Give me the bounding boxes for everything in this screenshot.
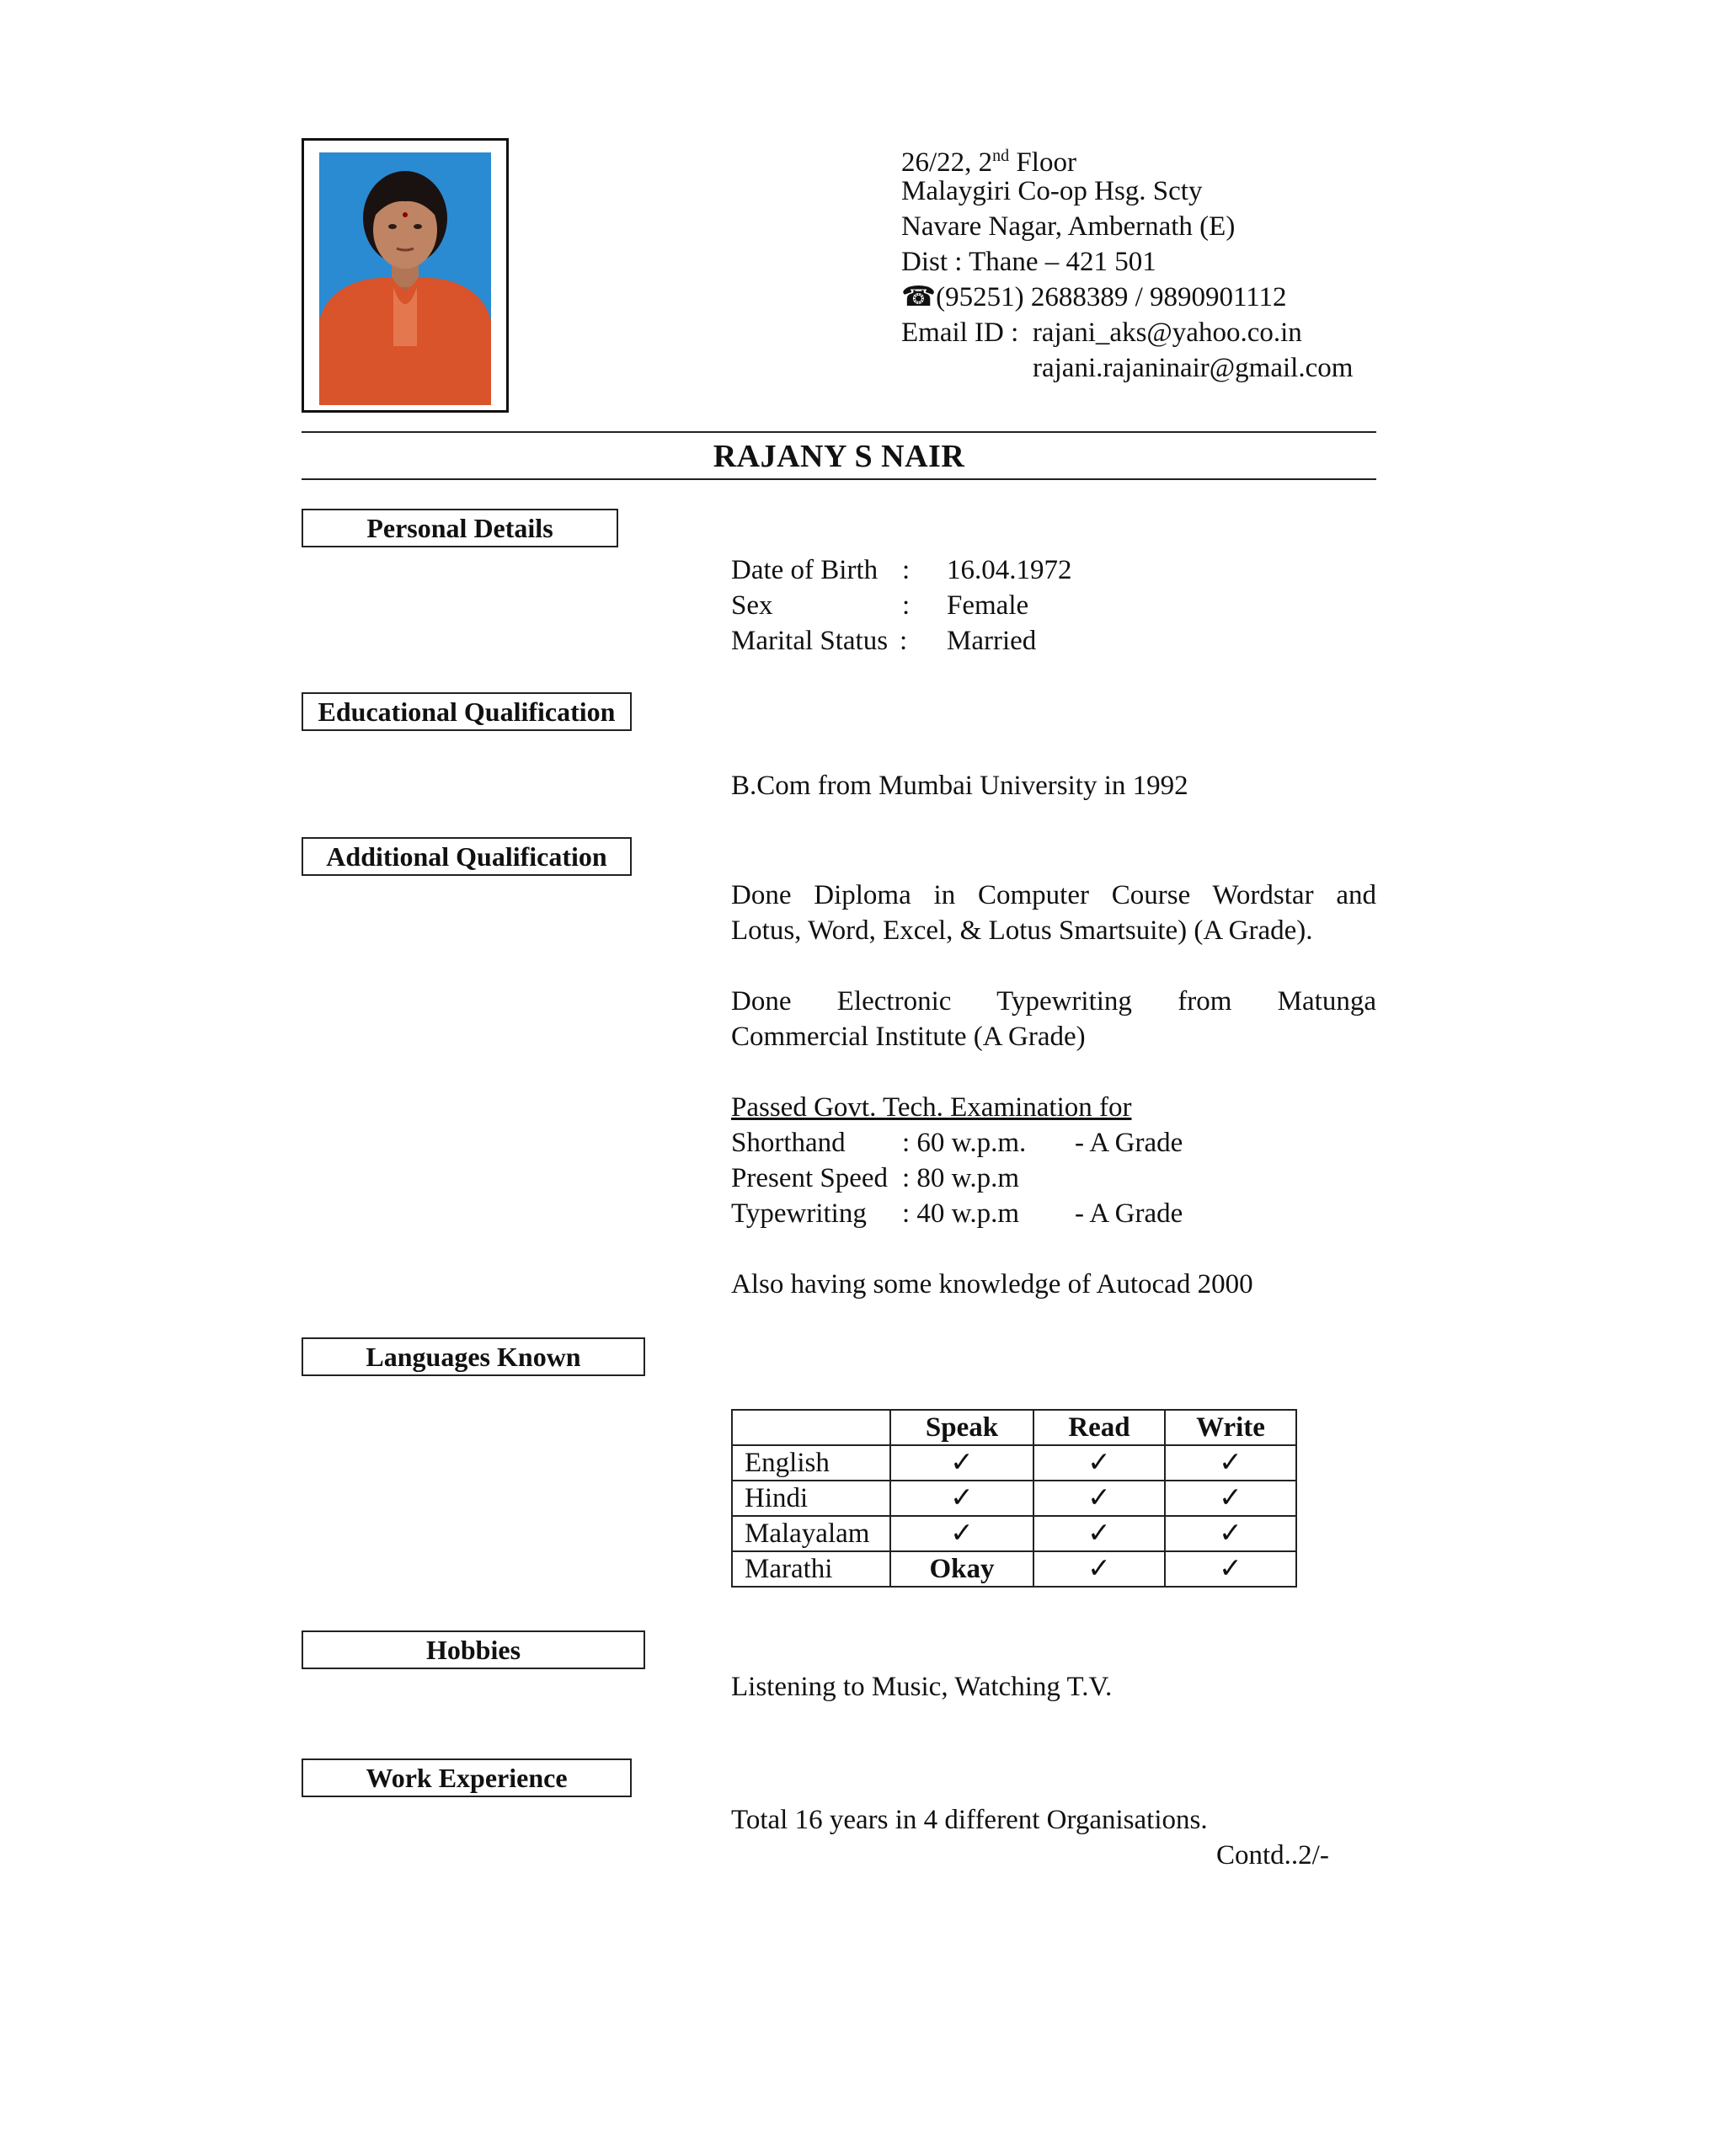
check-icon: ✓ — [1165, 1516, 1296, 1551]
language-name: Hindi — [732, 1481, 890, 1516]
candidate-name: RAJANY S NAIR — [713, 439, 965, 474]
education-text: B.Com from Mumbai University in 1992 — [731, 771, 1188, 801]
sex-label: Sex — [731, 590, 773, 621]
phone-number: (95251) 2688389 / 9890901112 — [936, 282, 1287, 312]
sex-colon: : — [902, 590, 911, 621]
photo-frame — [302, 138, 509, 413]
section-heading-languages: Languages Known — [302, 1337, 645, 1376]
language-name: Marathi — [732, 1551, 890, 1587]
hobbies-text: Listening to Music, Watching T.V. — [731, 1672, 1113, 1702]
check-icon: ✓ — [1165, 1551, 1296, 1587]
table-header-blank — [732, 1410, 890, 1445]
exam-title: Passed Govt. Tech. Examination for — [731, 1092, 1132, 1123]
check-icon: ✓ — [890, 1445, 1033, 1481]
exam-value-shorthand: : 60 w.p.m. — [902, 1128, 1027, 1158]
check-icon: ✓ — [1165, 1445, 1296, 1481]
exam-label-typewriting: Typewriting — [731, 1198, 867, 1229]
portrait-illustration — [319, 152, 491, 405]
language-name: Malayalam — [732, 1516, 890, 1551]
typing-line-2: Commercial Institute (A Grade) — [731, 1022, 1086, 1052]
exam-grade-shorthand: - A Grade — [1075, 1128, 1183, 1158]
exam-grade-typewriting: - A Grade — [1075, 1198, 1183, 1229]
address-line-1: 26/22, 2nd Floor — [901, 147, 1076, 178]
check-icon: ✓ — [1033, 1445, 1165, 1481]
section-heading-hobbies: Hobbies — [302, 1630, 645, 1669]
check-icon: ✓ — [1033, 1551, 1165, 1587]
section-heading-personal: Personal Details — [302, 509, 618, 547]
section-heading-additional: Additional Qualification — [302, 837, 632, 876]
bottom-divider — [302, 478, 1376, 480]
work-text: Total 16 years in 4 different Organisations. — [731, 1805, 1208, 1835]
table-header-row — [732, 1410, 1296, 1445]
email-secondary[interactable]: rajani.rajaninair@gmail.com — [1033, 353, 1354, 383]
section-heading-education: Educational Qualification — [302, 692, 632, 731]
check-icon: ✓ — [890, 1516, 1033, 1551]
top-divider — [302, 431, 1376, 433]
check-icon: ✓ — [1033, 1481, 1165, 1516]
marital-value: Married — [947, 626, 1037, 656]
exam-label-shorthand: Shorthand — [731, 1128, 846, 1158]
address-line-4: Dist : Thane – 421 501 — [901, 247, 1156, 277]
phone-icon: ☎ — [901, 282, 937, 312]
speak-level: Okay — [890, 1551, 1033, 1587]
table-row — [732, 1481, 1296, 1516]
table-header-speak: Speak — [890, 1410, 1033, 1445]
language-name: English — [732, 1445, 890, 1481]
address-line-2: Malaygiri Co-op Hsg. Scty — [901, 176, 1203, 206]
phone-line — [901, 280, 1353, 315]
address-block — [901, 138, 1353, 386]
check-icon: ✓ — [1165, 1481, 1296, 1516]
check-icon: ✓ — [1033, 1516, 1165, 1551]
sex-value: Female — [947, 590, 1029, 621]
email-line — [901, 315, 1353, 350]
section-heading-work: Work Experience — [302, 1758, 632, 1797]
email-primary[interactable]: rajani_aks@yahoo.co.in — [1032, 318, 1302, 348]
marital-colon: : — [900, 626, 908, 656]
dob-colon: : — [902, 555, 911, 585]
dob-label: Date of Birth — [731, 555, 879, 585]
exam-value-typewriting: : 40 w.p.m — [902, 1198, 1020, 1229]
check-icon: ✓ — [890, 1481, 1033, 1516]
continued-marker: Contd..2/- — [1216, 1840, 1329, 1870]
typing-line-1: Done Electronic Typewriting from Matunga — [731, 986, 1376, 1017]
diploma-line-1: Done Diploma in Computer Course Wordstar and — [731, 880, 1376, 910]
table-row — [732, 1516, 1296, 1551]
languages-table — [731, 1409, 1297, 1588]
table-row — [732, 1551, 1296, 1587]
dob-value: 16.04.1972 — [947, 555, 1072, 585]
exam-value-speed: : 80 w.p.m — [902, 1163, 1020, 1193]
table-header-read: Read — [1033, 1410, 1165, 1445]
marital-label: Marital Status — [731, 626, 889, 656]
table-row — [732, 1445, 1296, 1481]
exam-label-speed: Present Speed — [731, 1163, 889, 1193]
diploma-line-2: Lotus, Word, Excel, & Lotus Smartsuite) (A Grade). — [731, 915, 1313, 946]
autocad-text: Also having some knowledge of Autocad 2000 — [731, 1269, 1253, 1299]
table-header-write: Write — [1165, 1410, 1296, 1445]
address-line-3: Navare Nagar, Ambernath (E) — [901, 211, 1236, 242]
profile-photo — [319, 152, 491, 405]
email-label: Email ID : — [901, 318, 1019, 348]
